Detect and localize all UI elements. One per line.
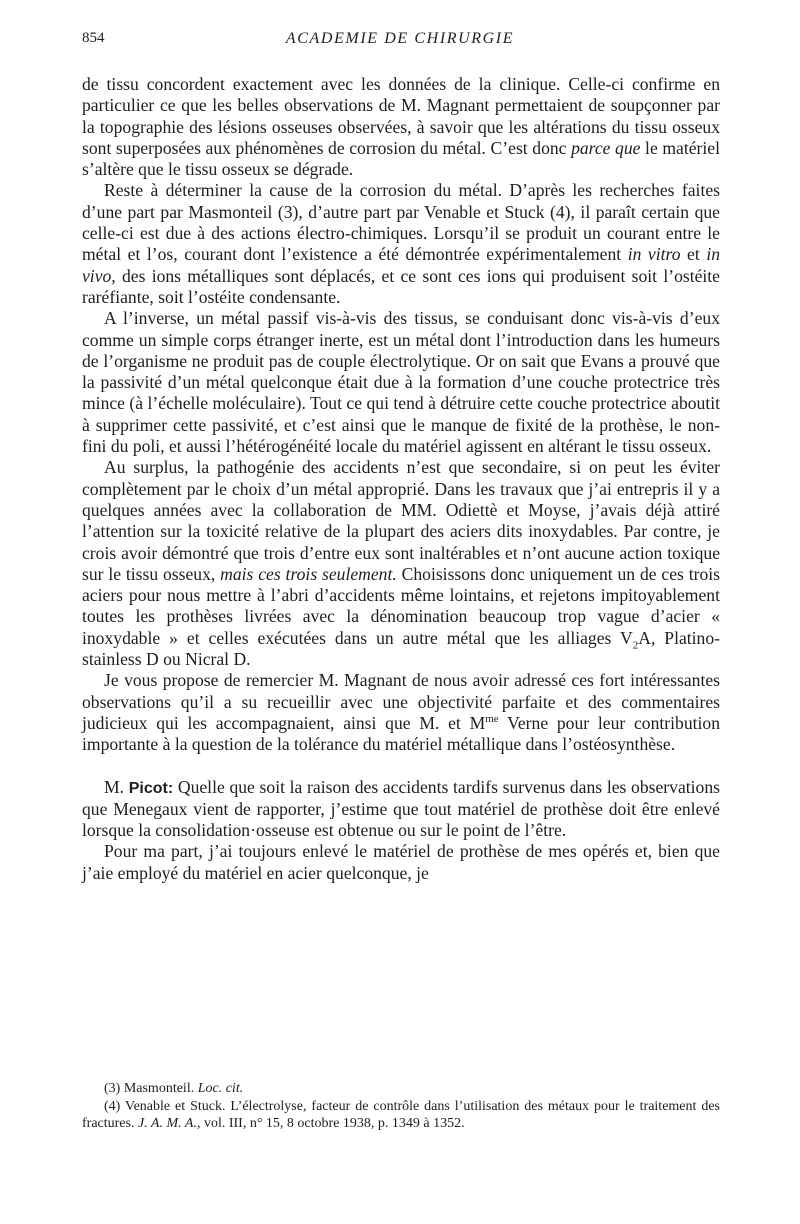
paragraph-2 xyxy=(82,180,720,308)
paragraph-4-text: Au surplus, la pathogénie des accidents n’est que secondaire, si on peut les éviter complètement par le choix d’un métal approprié. Dans les travaux que j’ai entrepris il y a quelques années avec la collaboration de MM. Odiettè et Moyse, j’avais déjà attiré l’attention sur la toxicité relative de la plupart des aciers dits inoxydables. Par contre, je crois avoir démontré que trois d’entre eux sont inaltérables et n’ont aucune action toxique sur le tissu osseux, xyxy=(82,457,720,584)
paragraph-1-text: de tissu concordent exactement avec les données de la clinique. Celle-ci confirme en particulier ce que les belles observations de M. Magnant permettaient de soupçonner par la topographie des lésions osseuses observées, à savoir que les altérations du tissu osseux sont superposées aux phénomènes de corrosion du métal. C’est donc xyxy=(82,74,720,158)
footnote-4-italic: J. A. M. A., xyxy=(137,1116,201,1131)
speaker-name: Picot: xyxy=(128,779,174,797)
paragraph-5 xyxy=(82,670,720,755)
paragraph-7: Pour ma part, j’ai toujours enlevé le matériel de prothèse de mes opérés et, bien que j’aie employé du matériel en acier quelconque, je xyxy=(82,841,720,883)
paragraph-5-superscript: me xyxy=(485,713,499,726)
footnote-3 xyxy=(82,1080,720,1098)
paragraph-2-italic-in-vivo: in vivo, xyxy=(82,244,720,286)
paragraph-6-prefix: M. xyxy=(104,776,129,797)
footnote-4-end: vol. III, n° 15, 8 octobre 1938, p. 1349 à 1352. xyxy=(200,1116,465,1131)
page-number: 854 xyxy=(82,30,105,46)
paragraph-3: A l’inverse, un métal passif vis-à-vis des tissus, se conduisant donc vis-à-vis d’eux comme un simple corps étranger inerte, est un métal dont l’introduction dans les humeurs de l’organisme ne produit pas de couple électrolytique. Or on sait que Evans a prouvé que la passivité d’un métal quelconque était due à la formation d’une couche protectrice très mince (à l’échelle moléculaire). Tout ce qui tend à détruire cette couche protectrice aboutit à supprimer cette passivité, et c’est ainsi que le manque de fixité de la prothèse, le non-fini du poli, et aussi l’hétérogénéité locale du matériel agissent en altérant le tissu osseux. xyxy=(82,308,720,457)
paragraph-5-end: Verne pour leur contribution importante à la question de la tolérance du matériel métallique dans l’ostéosynthèse. xyxy=(82,712,720,755)
paragraph-4-end: A, Platino-stainless D ou Nicral D. xyxy=(82,627,721,670)
paragraph-2-italic-in-vitro: in vitro xyxy=(627,244,681,265)
paragraph-6 xyxy=(82,777,720,842)
paragraph-2-text: Reste à déterminer la cause de la corrosion du métal. D’après les recherches faites d’une part par Masmonteil (3), d’autre part par Venable et Stuck (4), il paraît certain que celle-ci est due à des actions électro-chimiques. Lorsqu’il se produit un courant entre le métal et l’os, courant dont l’existence a été démontrée expérimentalement xyxy=(82,180,720,265)
footnote-3-italic: Loc. cit. xyxy=(197,1081,244,1096)
footnote-4 xyxy=(82,1098,720,1133)
paragraph-6-text: Quelle que soit la raison des accidents tardifs survenus dans les observations que Menegaux vient de rapporter, j’estime que tout matériel de prothèse doit être enlevé lorsque la consolidation·osseuse est obtenue ou sur le point de l’être. xyxy=(82,776,720,841)
paragraph-4-subscript: 2 xyxy=(632,639,639,652)
paragraph-5-text: Je vous propose de remercier M. Magnant de nous avoir adressé ces fort intéressantes observations qu’il a su recueillir avec une objectivité parfaite et des commentaires judicieux qui les accompagnaient, ainsi que M. et M xyxy=(82,670,720,733)
footnote-4-text: (4) Venable et Stuck. L’électrolyse, facteur de contrôle dans l’utilisation des métaux pour le traitement des fractures. xyxy=(82,1098,720,1131)
paragraph-2-mid: et xyxy=(680,244,707,265)
paragraph-2-end: des ions métalliques sont déplacés, et ce sont ces ions qui produisent soit l’ostéite raréfiante, soit l’ostéite condensante. xyxy=(82,265,720,307)
footnote-3-text: (3) Masmonteil. xyxy=(104,1081,198,1096)
paragraph-4-italic: mais ces trois seulement. xyxy=(220,563,397,584)
footnotes xyxy=(82,1080,720,1133)
running-title: ACADEMIE DE CHIRURGIE xyxy=(285,30,515,47)
paragraph-1-italic: parce que xyxy=(571,137,641,158)
paragraph-4 xyxy=(82,457,720,670)
paragraph-1 xyxy=(82,74,720,180)
paragraph-4-mid: Choisissons donc uniquement un de ces trois aciers pour nous mettre à l’abri d’accidents même lointains, et rejetons impitoyablement toutes les prothèses livrées avec la dénomination beaucoup trop vague d’acier « inoxydable » et celles exécutées dans un autre métal que les alliages V xyxy=(82,563,720,648)
paragraph-1-end: le matériel s’altère que le tissu osseux se dégrade. xyxy=(82,137,720,180)
page-header xyxy=(82,30,718,54)
body-text xyxy=(82,74,720,884)
